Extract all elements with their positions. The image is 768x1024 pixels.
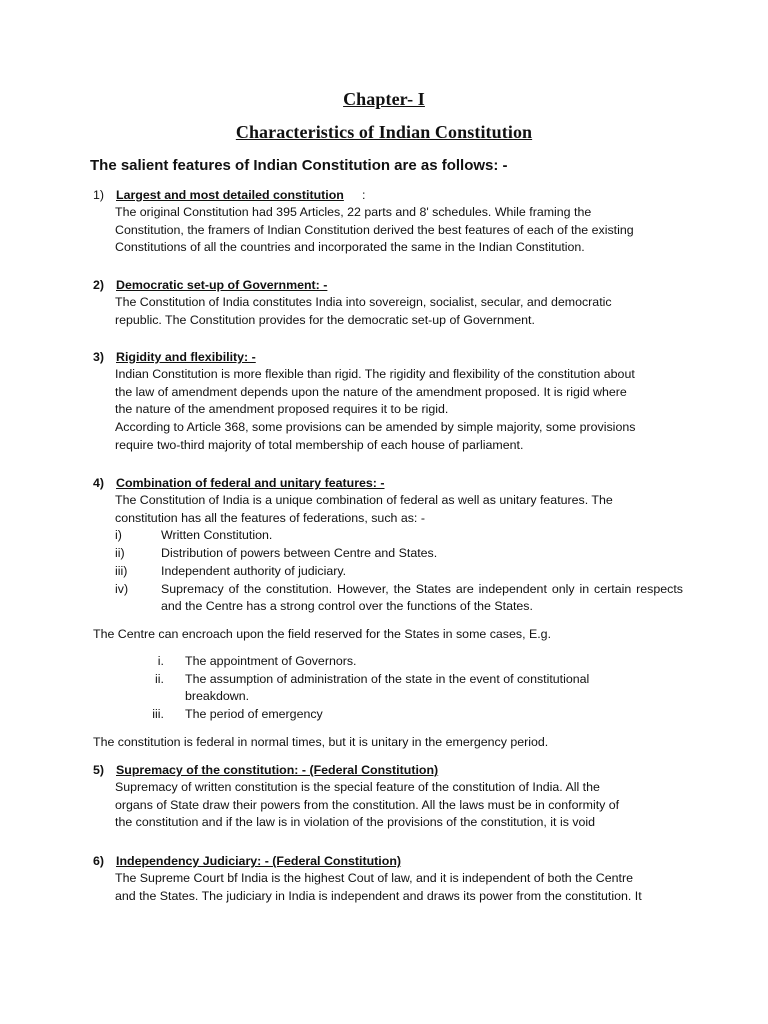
list-item-text: The appointment of Governors.	[185, 654, 357, 668]
section-text-line: Constitution, the framers of Indian Constitution derived the best features of each of the existing	[115, 222, 634, 237]
document-title: Characteristics of Indian Constitution	[235, 122, 533, 142]
list-item-text: Independent authority of judiciary.	[161, 563, 347, 578]
section-heading: Largest and most detailed constitution	[116, 188, 344, 202]
list-marker: i.	[157, 654, 164, 668]
list-item-text: Supremacy of the constitution. However, the States are independent only in certain respects and the Centre has a strong control over the functions of the States.	[161, 581, 683, 614]
section-4	[93, 475, 683, 616]
section-6	[93, 853, 683, 905]
section-text-line: organs of State draw their powers from the constitution. All the laws must be in conformity of	[115, 797, 620, 812]
list-item	[140, 653, 640, 671]
section-text-line: The original Constitution had 395 Articles, 22 parts and 8' schedules. While framing the	[115, 205, 592, 219]
section-number: 4)	[93, 476, 105, 490]
section-text-line: constitution has all the features of federations, such as: -	[115, 510, 425, 525]
section-heading: Combination of federal and unitary features: -	[116, 476, 385, 490]
centre-note: The Centre can encroach upon the field reserved for the States in some cases, E.g.	[93, 627, 552, 641]
section-number: 6)	[93, 854, 105, 868]
section-number: 2)	[93, 278, 105, 292]
section-text-line: the nature of the amendment proposed requires it to be rigid.	[115, 402, 449, 417]
section-2	[93, 277, 683, 329]
section-text-line: The Constitution of India constitutes India into sovereign, socialist, secular, and democratic	[115, 295, 612, 309]
list-item	[140, 706, 640, 724]
intro-heading: The salient features of Indian Constitution are as follows: -	[90, 157, 508, 174]
heading-suffix: :	[362, 188, 366, 202]
section-text-line: Supremacy of written constitution is the special feature of the constitution of India. All the	[115, 780, 600, 794]
list-item-text: Distribution of powers between Centre and States.	[161, 546, 438, 561]
section-heading: Supremacy of the constitution: - (Federal Constitution)	[116, 763, 439, 777]
section-text-line: According to Article 368, some provisions can be amended by simple majority, some provisions	[115, 420, 636, 435]
section-1	[93, 187, 683, 257]
chapter-heading: Chapter- I	[343, 89, 425, 109]
list-marker: iv)	[115, 581, 129, 596]
list-item-text: Written Constitution.	[161, 528, 273, 543]
section-number: 1)	[93, 188, 105, 202]
list-marker: ii)	[115, 546, 125, 561]
section-text-line: the constitution and if the law is in violation of the provisions of the constitution, it is void	[115, 815, 596, 830]
list-marker: i)	[115, 528, 122, 543]
section-text-line: Constitutions of all the countries and incorporated the same in the Indian Constitution.	[115, 240, 585, 255]
section-text-line: Indian Constitution is more flexible than rigid. The rigidity and flexibility of the constitution about	[115, 367, 635, 381]
section-3	[93, 349, 683, 455]
centre-cases-list	[140, 653, 640, 724]
section-text-line: The Constitution of India is a unique combination of federal as well as unitary features. The	[115, 493, 613, 507]
list-item	[115, 545, 683, 563]
closing-note: The constitution is federal in normal times, but it is unitary in the emergency period.	[93, 735, 549, 749]
section-text-line: require two-third majority of total membership of each house of parliament.	[115, 437, 524, 452]
section-number: 5)	[93, 763, 105, 777]
list-item	[115, 563, 683, 581]
list-item-text: The period of emergency	[185, 707, 323, 722]
list-item	[140, 671, 640, 706]
section-text-line: republic. The Constitution provides for the democratic set-up of Government.	[115, 312, 535, 327]
federal-features-list	[115, 527, 683, 616]
list-item-text: The assumption of administration of the state in the event of constitutional breakdown.	[185, 671, 590, 704]
list-marker: iii)	[115, 563, 128, 578]
section-number: 3)	[93, 350, 105, 364]
list-marker: iii.	[152, 707, 164, 722]
list-item	[115, 581, 683, 616]
section-text-line: and the States. The judiciary in India is independent and draws its power from the constitution. It	[115, 888, 642, 903]
section-5	[93, 762, 683, 832]
section-heading: Independency Judiciary: - (Federal Constitution)	[116, 854, 402, 868]
list-item	[115, 527, 683, 545]
section-text-line: the law of amendment depends upon the nature of the amendment proposed. It is rigid where	[115, 384, 627, 399]
section-heading: Democratic set-up of Government: -	[116, 278, 328, 292]
section-heading: Rigidity and flexibility: -	[116, 350, 256, 364]
list-marker: ii.	[155, 671, 164, 686]
section-text-line: The Supreme Court bf India is the highest Cout of law, and it is independent of both the Centre	[115, 871, 633, 885]
